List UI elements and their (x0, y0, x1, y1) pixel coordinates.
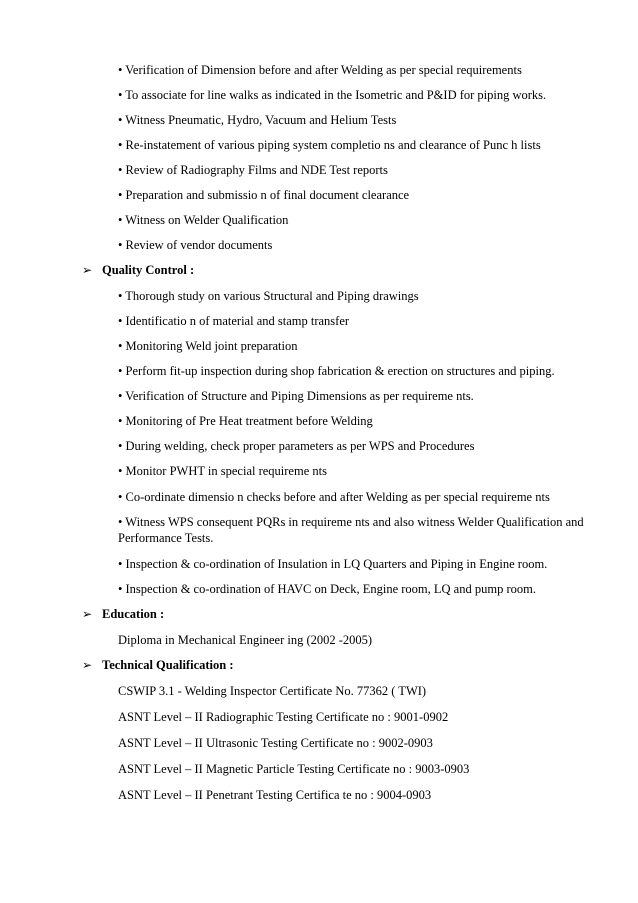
qc-bullet-weld-joint: • Monitoring Weld joint preparation (118, 339, 298, 353)
qc-bullet-welding-parameters: • During welding, check proper parameters as per WPS and Procedures (118, 439, 475, 453)
qc-bullet-identification: • Identificatio n of material and stamp transfer (118, 314, 350, 328)
qualification-cswip: CSWIP 3.1 - Welding Inspector Certificate No. 77362 ( TWI) (118, 684, 427, 698)
qualification-asnt-penetrant: ASNT Level – II Penetrant Testing Certifica te no : 9004-0903 (118, 788, 432, 802)
section-heading-technical-qualification (82, 657, 382, 673)
section-heading-quality-control (82, 262, 382, 278)
qualification-asnt-radiographic: ASNT Level – II Radiographic Testing Certificate no : 9001-0902 (118, 710, 449, 724)
qc-bullet-havc: • Inspection & co-ordination of HAVC on Deck, Engine room, LQ and pump room. (118, 582, 536, 596)
education-diploma: Diploma in Mechanical Engineer ing (2002 -2005) (118, 633, 373, 647)
arrow-bullet-icon: ➢ (82, 263, 93, 277)
bullet-line-walks: • To associate for line walks as indicated in the Isometric and P&ID for piping works. (118, 88, 547, 102)
heading-label: Education : (102, 607, 165, 621)
heading-label: Technical Qualification : (102, 658, 234, 672)
heading-label: Quality Control : (102, 263, 195, 277)
qualification-asnt-magnetic: ASNT Level – II Magnetic Particle Testing Certificate no : 9003-0903 (118, 762, 470, 776)
arrow-bullet-icon: ➢ (82, 658, 93, 672)
bullet-verification-dimension: • Verification of Dimension before and after Welding as per special requirements (118, 63, 522, 77)
qc-bullet-insulation: • Inspection & co-ordination of Insulation in LQ Quarters and Piping in Engine room. (118, 557, 548, 571)
qc-bullet-fitup: • Perform fit-up inspection during shop fabrication & erection on structures and piping. (118, 364, 555, 378)
bullet-vendor-documents: • Review of vendor documents (118, 238, 273, 252)
bullet-document-clearance: • Preparation and submissio n of final document clearance (118, 188, 410, 202)
qc-bullet-verification-structure: • Verification of Structure and Piping Dimensions as per requireme nts. (118, 389, 474, 403)
qualification-asnt-ultrasonic: ASNT Level – II Ultrasonic Testing Certificate no : 9002-0903 (118, 736, 433, 750)
bullet-witness-tests: • Witness Pneumatic, Hydro, Vacuum and Helium Tests (118, 113, 397, 127)
qc-bullet-witness-wps: • Witness WPS consequent PQRs in requireme nts and also witness Welder Qualification and Performance Tests. (118, 515, 584, 545)
arrow-bullet-icon: ➢ (82, 607, 93, 621)
bullet-reinstatement: • Re-instatement of various piping system completio ns and clearance of Punc h lists (118, 138, 541, 152)
qc-bullet-preheat: • Monitoring of Pre Heat treatment before Welding (118, 414, 373, 428)
bullet-review-radiography: • Review of Radiography Films and NDE Test reports (118, 163, 388, 177)
qc-bullet-pwht: • Monitor PWHT in special requireme nts (118, 464, 327, 478)
qc-bullet-coordinate-dimension: • Co-ordinate dimensio n checks before and after Welding as per special requireme nts (118, 490, 550, 504)
section-heading-education (82, 606, 382, 622)
bullet-welder-qualification: • Witness on Welder Qualification (118, 213, 289, 227)
qc-bullet-study-drawings: • Thorough study on various Structural and Piping drawings (118, 289, 419, 303)
